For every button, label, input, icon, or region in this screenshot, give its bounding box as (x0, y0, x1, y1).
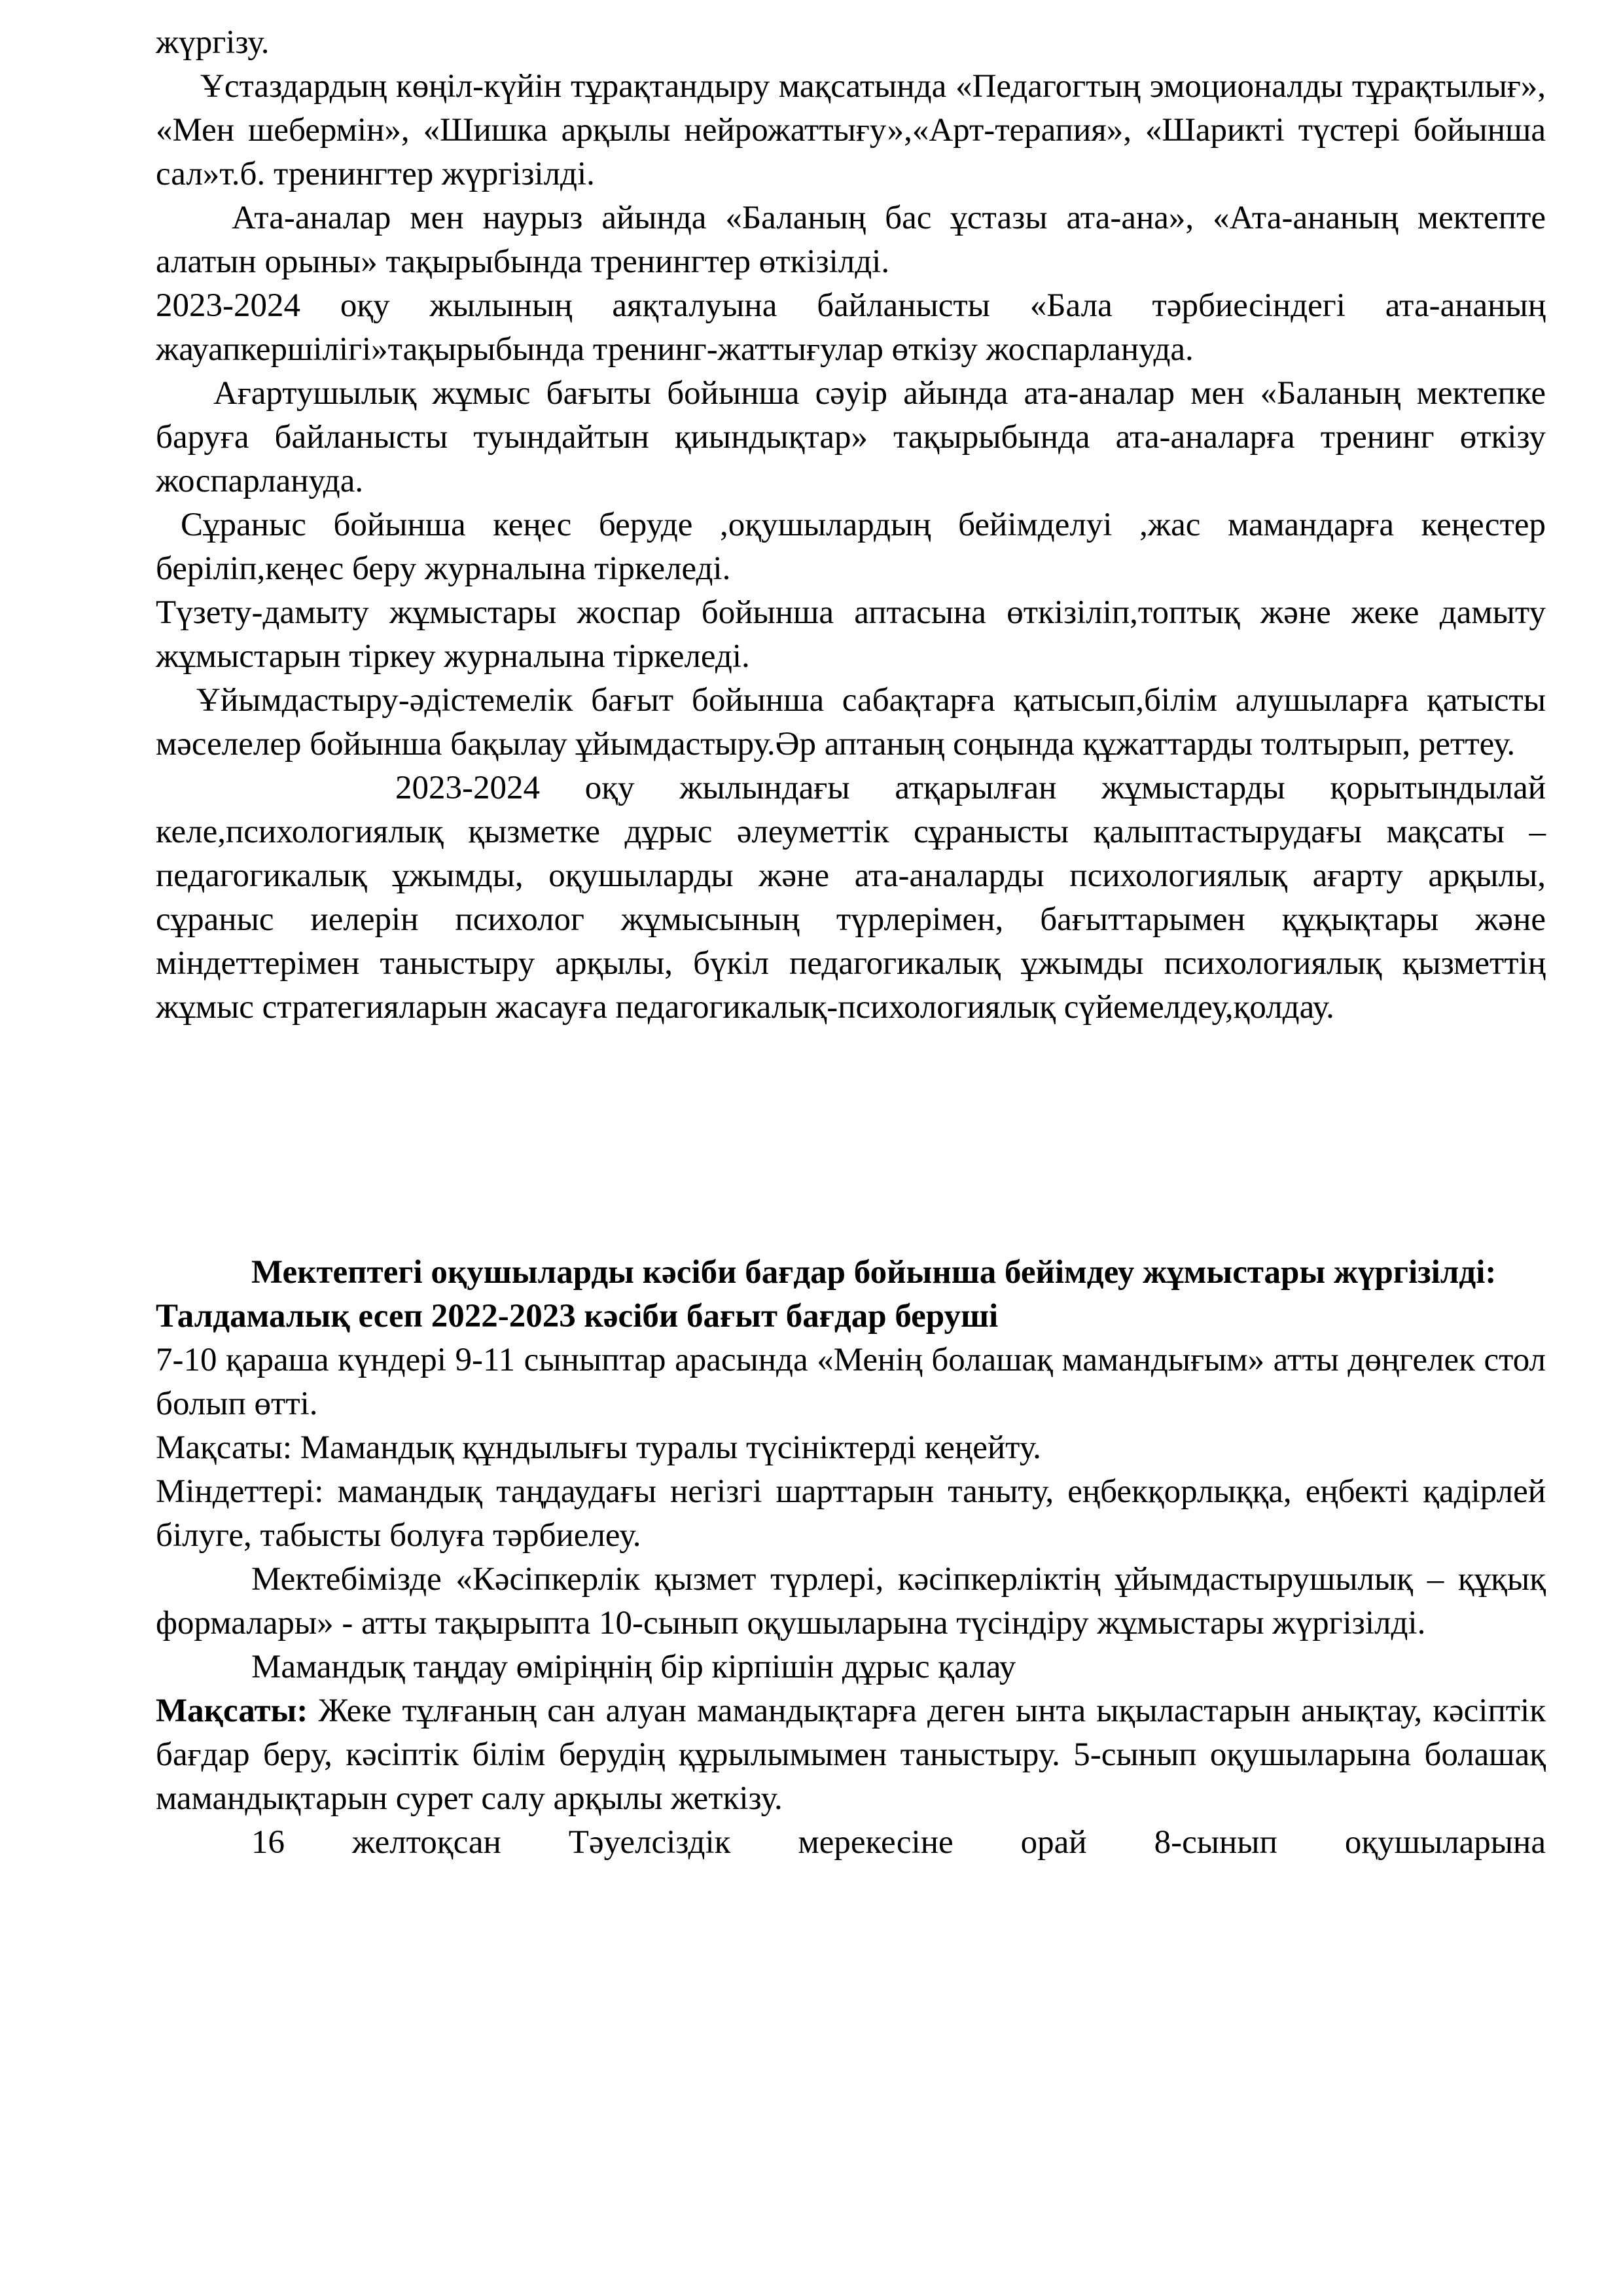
paragraph-year-end-plan: 2023-2024 оқу жылының аяқталуына байланысты «Бала тәрбиесіндегі ата-ананың жауапкершілігі»тақырыбында тренинг-жаттығулар өткізу жоспарлануда. (156, 287, 1546, 368)
paragraph-tasks: Міндеттері: мамандық таңдаудағы негізгі шарттарын таныту, еңбекқорлыққа, еңбекті қадірлей білуге, табысты болуға тәрбиелеу. (156, 1473, 1546, 1554)
paragraph-goal: Мақсаты: Мамандық құндылығы туралы түсініктерді кеңейту. (156, 1429, 1041, 1466)
section-heading: Мектептегі оқушыларды кәсіби бағдар бойынша бейімдеу жұмыстары жүргізілді: (251, 1254, 1497, 1291)
paragraph-independence-day: 16 желтоқсан Тәуелсіздік мерекесіне орай 8-сынып оқушыларына (251, 1824, 1546, 1861)
blank-space (156, 1030, 1546, 1251)
paragraph-continuation: жүргізу. (156, 24, 270, 61)
paragraph-methodical: Ұйымдастыру-әдістемелік бағыт бойынша сабақтарға қатысып,білім алушыларға қатысты мәселелер бойынша бақылау ұйымдастыру.Әр аптаның соңында құжаттарды толтырып, реттеу. (156, 682, 1546, 762)
paragraph-conclusion: 2023-2024 оқу жылындағы атқарылған жұмыстарды қорытындылай келе,психологиялық қызметке дұрыс әлеуметтік сұранысты қалыптастырудағы мақсаты – педагогикалық ұжымды, оқушыларды және ата-аналарды психологиялық ағарту арқылы, сұраныс иелерін психолог жұмысының түрлерімен, бағыттарымен құқықтары және міндеттерімен таныстыру арқылы, бүкіл педагогикалық ұжымды психологиялық қызметтің жұмыс стратегияларын жасауға педагогикалық-психологиялық сүйемелдеу,қолдау. (156, 770, 1546, 1026)
paragraph-correction: Түзету-дамыту жұмыстары жоспар бойынша аптасына өткізіліп,топтық және жеке дамыту жұмыстарын тіркеу журналына тіркеледі. (156, 594, 1546, 675)
paragraph-round-table: 7-10 қараша күндері 9-11 сыныптар арасында «Менің болашақ мамандығым» атты дөңгелек стол болып өтті. (156, 1342, 1546, 1422)
document-page (156, 21, 1546, 1865)
goal-label: Мақсаты: (156, 1693, 308, 1729)
paragraph-parent-trainings: Ата-аналар мен наурыз айында «Баланың бас ұстазы ата-ана», «Ата-ананың мектепте алатын орыны» тақырыбында тренингтер өткізілді. (156, 200, 1546, 280)
paragraph-teacher-trainings: Ұстаздардың көңіл-күйін тұрақтандыру мақсатында «Педагогтың эмоционалды тұрақтылығ», «Мен шебермін», «Шишка арқылы нейрожаттығу»,«Арт-терапия», «Шарикті түстері бойынша сал»т.б. тренингтер жүргізілді. (156, 68, 1546, 192)
section-subheading: Талдамалық есеп 2022-2023 кәсіби бағыт бағдар беруші (156, 1298, 999, 1335)
paragraph-counseling: Сұраныс бойынша кеңес беруде ,оқушылардың бейімделуі ,жас мамандарға кеңестер беріліп,кеңес беру журналына тіркеледі. (156, 507, 1546, 587)
paragraph-education-direction: Ағартушылық жұмыс бағыты бойынша сәуір айында ата-аналар мен «Баланың мектепке баруға байланысты туындайтын қиындықтар» тақырыбында ата-аналарға тренинг өткізу жоспарлануда. (156, 375, 1546, 499)
paragraph-goal-2 (156, 1689, 1546, 1821)
paragraph-profession-choice: Мамандық таңдау өміріңнің бір кірпішін дұрыс қалау (251, 1649, 1016, 1685)
paragraph-entrepreneurship: Мектебімізде «Кәсіпкерлік қызмет түрлері, кәсіпкерліктің ұйымдастырушылық – құқық формалары» - атты тақырыпта 10-сынып оқушыларына түсіндіру жұмыстары жүргізілді. (156, 1561, 1546, 1641)
goal-text: Жеке тұлғаның сан алуан мамандықтарға деген ынта ықыластарын анықтау, кәсіптік бағдар беру, кәсіптік білім берудің құрылымымен таныстыру. 5-сынып оқушыларына болашақ мамандықтарын сурет салу арқылы жеткізу. (156, 1693, 1546, 1817)
